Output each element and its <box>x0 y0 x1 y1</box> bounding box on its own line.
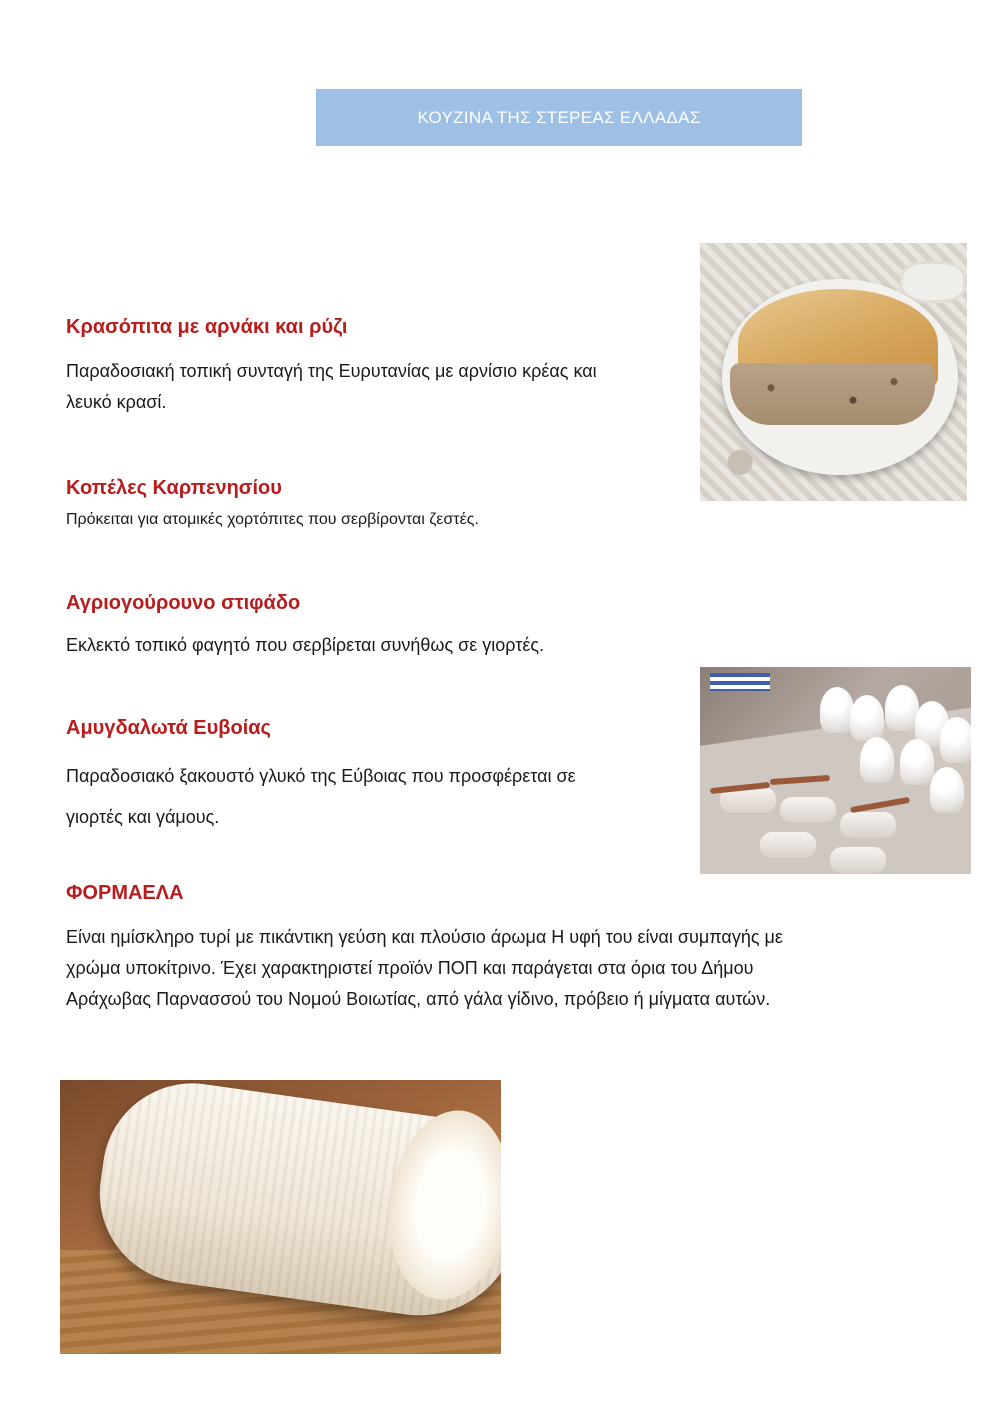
almond-sweet <box>760 832 816 858</box>
text-line: λευκό κρασί. <box>66 392 167 412</box>
almond-sweet <box>900 739 934 785</box>
almond-sweet <box>930 767 964 813</box>
dish-handle <box>900 261 966 303</box>
text-line: Πρόκειται για ατομικές χορτόπιτες που σερβίρονται ζεστές. <box>66 511 479 528</box>
page-title: ΚΟΥΖΙΝΑ ΤΗΣ ΣΤΕΡΕΑΣ ΕΛΛΑΔΑΣ <box>417 107 701 127</box>
heading-agriogourouno: Αγριογούρουνο στιφάδο <box>66 592 301 614</box>
page-title-banner <box>316 89 802 146</box>
amygdalota-photo <box>700 667 971 874</box>
heading-amygdalota: Αμυγδαλωτά Ευβοίας <box>66 717 271 739</box>
almond-sweet <box>840 812 896 838</box>
text-line: Είναι ημίσκληρο τυρί με πικάντικη γεύση και πλούσιο άρωμα Η υφή του είναι συμπαγής με <box>66 927 783 947</box>
text-line: Παραδοσιακή τοπική συνταγή της Ευρυτανίας με αρνίσιο κρέας και <box>66 361 597 381</box>
paragraph-krasopita <box>66 356 597 418</box>
text-line: γιορτές και γάμους. <box>66 807 220 827</box>
text-line: χρώμα υποκίτρινο. Έχει χαρακτηριστεί προϊόν ΠΟΠ και παράγεται στα όρια του Δήμου <box>66 958 754 978</box>
krasopita-photo <box>700 243 967 501</box>
almond-sweet <box>940 717 971 763</box>
heading-formaela: ΦΟΡΜΑΕΛΑ <box>66 882 184 904</box>
almond-sweet <box>850 695 884 741</box>
almond-sweet <box>885 685 919 731</box>
text-line: Παραδοσιακό ξακουστό γλυκό της Εύβοιας που προσφέρεται σε <box>66 766 576 786</box>
paragraph-agriogourouno <box>66 630 544 661</box>
paragraph-amygdalota <box>66 756 576 838</box>
formaela-photo <box>60 1080 501 1354</box>
almond-sweet <box>830 847 886 873</box>
almond-sweet <box>780 797 836 823</box>
pie-filling <box>730 363 935 425</box>
text-line: Αράχωβας Παρνασσού του Νομού Βοιωτίας, από γάλα γίδινο, πρόβειο ή μίγματα αυτών. <box>66 989 771 1009</box>
heading-kopeles: Κοπέλες Καρπενησίου <box>66 477 282 499</box>
text-line: Εκλεκτό τοπικό φαγητό που σερβίρεται συνήθως σε γιορτές. <box>66 635 545 655</box>
heading-krasopita: Κρασόπιτα με αρνάκι και ρύζι <box>66 316 348 338</box>
paragraph-formaela <box>66 922 783 1015</box>
flag-decoration <box>710 673 770 691</box>
almond-sweet <box>820 687 854 733</box>
almond-sweet <box>860 737 894 783</box>
paragraph-kopeles <box>66 508 479 532</box>
